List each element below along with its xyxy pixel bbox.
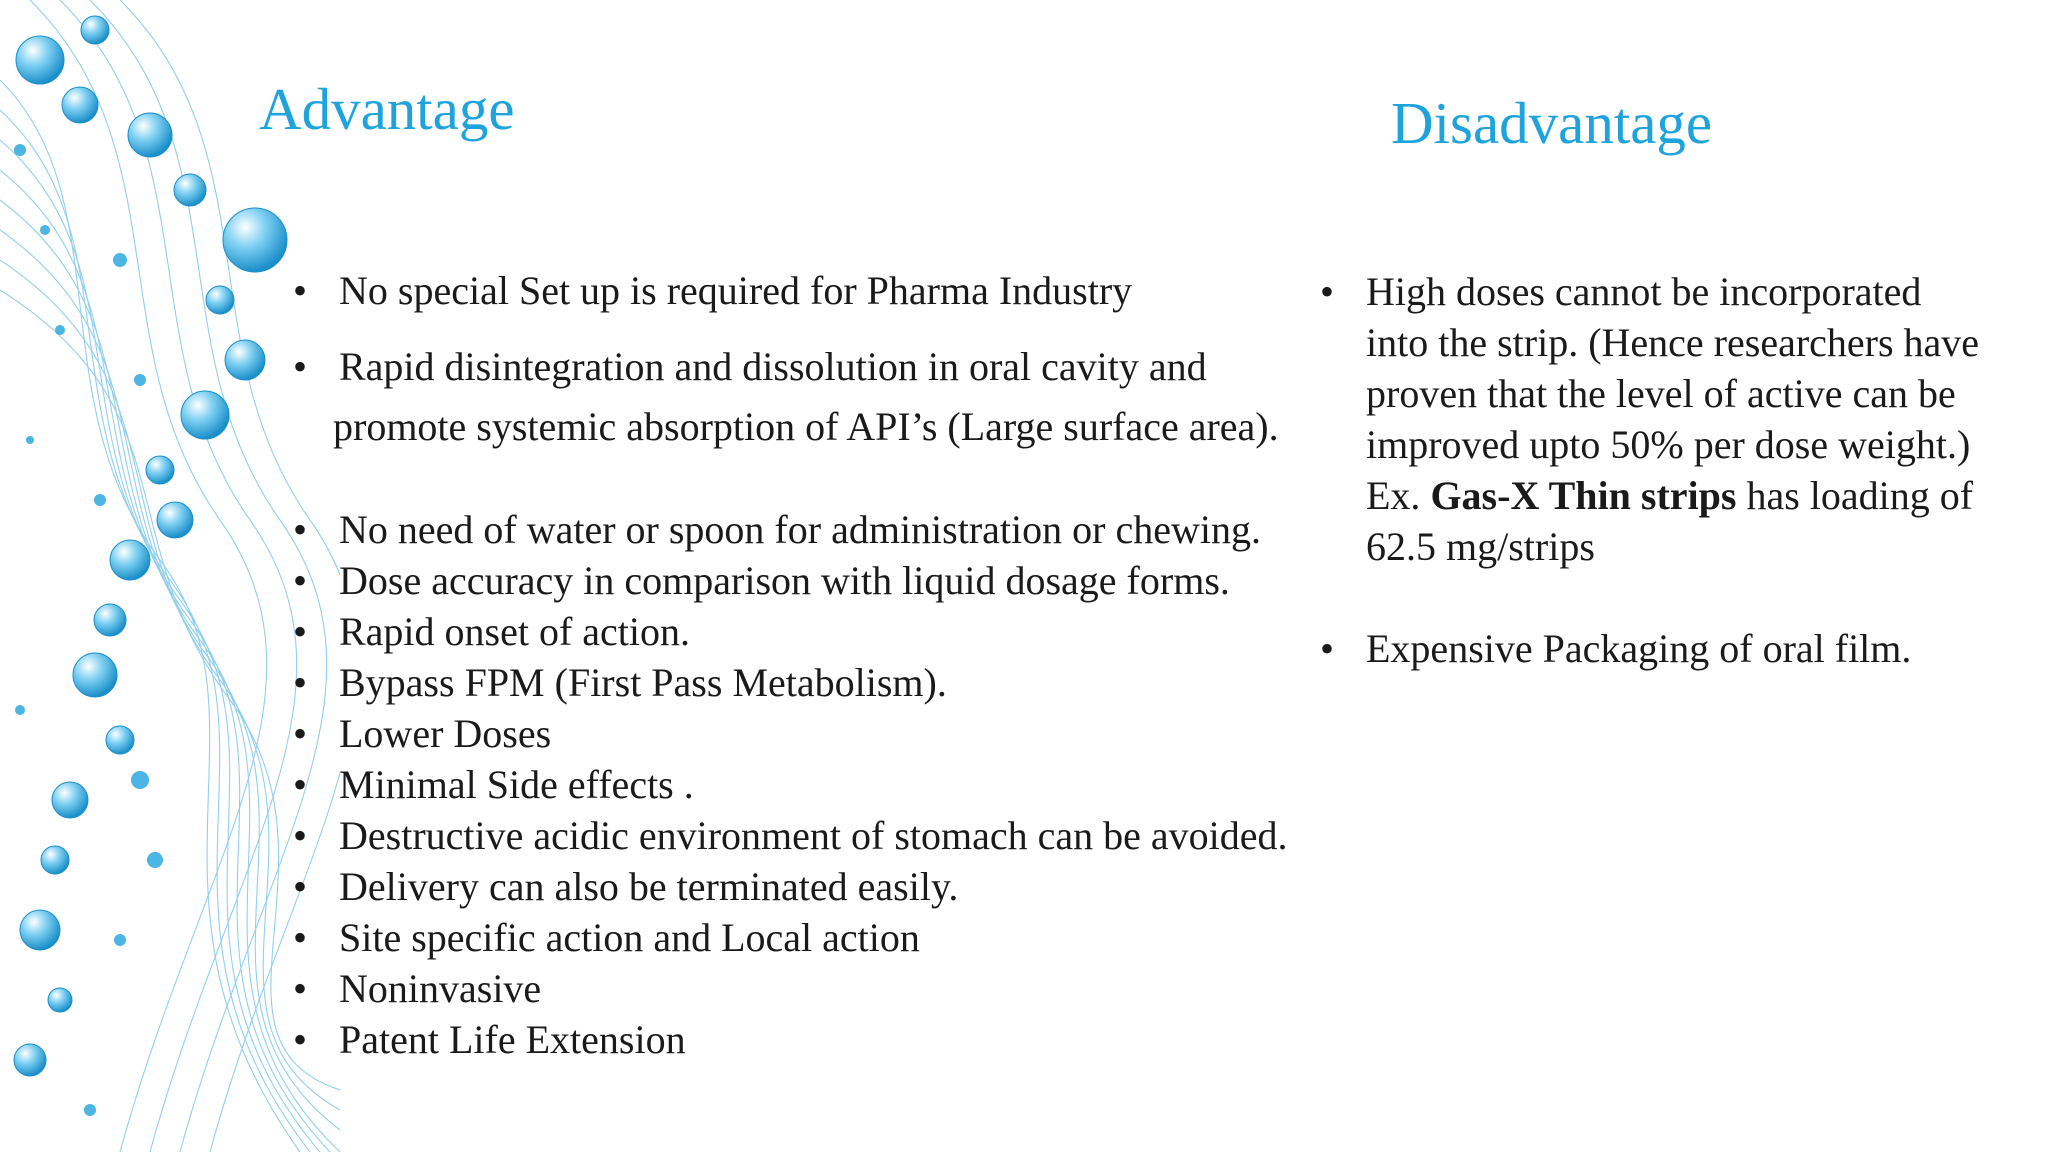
advantage-item bbox=[293, 341, 1353, 452]
advantage-item-line: Rapid disintegration and dissolution in oral cavity and bbox=[339, 344, 1207, 389]
advantage-item: • Rapid onset of action. bbox=[293, 606, 1353, 657]
advantage-item: • Delivery can also be terminated easily. bbox=[293, 861, 1353, 912]
disadvantage-line: High doses cannot be incorporated bbox=[1366, 269, 1922, 314]
advantage-item: • Bypass FPM (First Pass Metabolism). bbox=[293, 657, 1353, 708]
advantage-item: • No need of water or spoon for administration or chewing. bbox=[293, 504, 1353, 555]
advantage-item: • Destructive acidic environment of stomach can be avoided. bbox=[293, 810, 1353, 861]
advantage-item: • No special Set up is required for Pharma Industry bbox=[293, 265, 1353, 316]
example-suffix: has loading of bbox=[1736, 473, 1974, 518]
disadvantage-line: 62.5 mg/strips bbox=[1366, 524, 1595, 569]
disadvantage-heading: Disadvantage bbox=[1391, 90, 1713, 156]
advantage-item-line: promote systemic absorption of API’s (Large surface area). bbox=[333, 404, 1279, 449]
advantage-item: • Site specific action and Local action bbox=[293, 912, 1353, 963]
disadvantage-line: proven that the level of active can be bbox=[1366, 371, 1956, 416]
advantage-item: • Noninvasive bbox=[293, 963, 1353, 1014]
example-prefix: Ex. bbox=[1366, 473, 1431, 518]
advantage-item: • Dose accuracy in comparison with liquid dosage forms. bbox=[293, 555, 1353, 606]
advantage-heading: Advantage bbox=[259, 76, 515, 142]
advantage-item: • Minimal Side effects . bbox=[293, 759, 1353, 810]
advantage-list bbox=[293, 504, 1353, 1065]
disadvantage-item bbox=[1320, 266, 2042, 572]
example-product-name: Gas-X Thin strips bbox=[1430, 473, 1737, 518]
disadvantage-item: • Expensive Packaging of oral film. bbox=[1320, 623, 2042, 674]
advantage-item: • Patent Life Extension bbox=[293, 1014, 1353, 1065]
disadvantage-line: improved upto 50% per dose weight.) bbox=[1366, 422, 1971, 467]
advantage-item: • Lower Doses bbox=[293, 708, 1353, 759]
disadvantage-list bbox=[1320, 266, 2042, 674]
water-bubbles-decoration bbox=[0, 0, 340, 1152]
disadvantage-line: into the strip. (Hence researchers have bbox=[1366, 320, 1980, 365]
advantage-list-top bbox=[293, 265, 1353, 452]
